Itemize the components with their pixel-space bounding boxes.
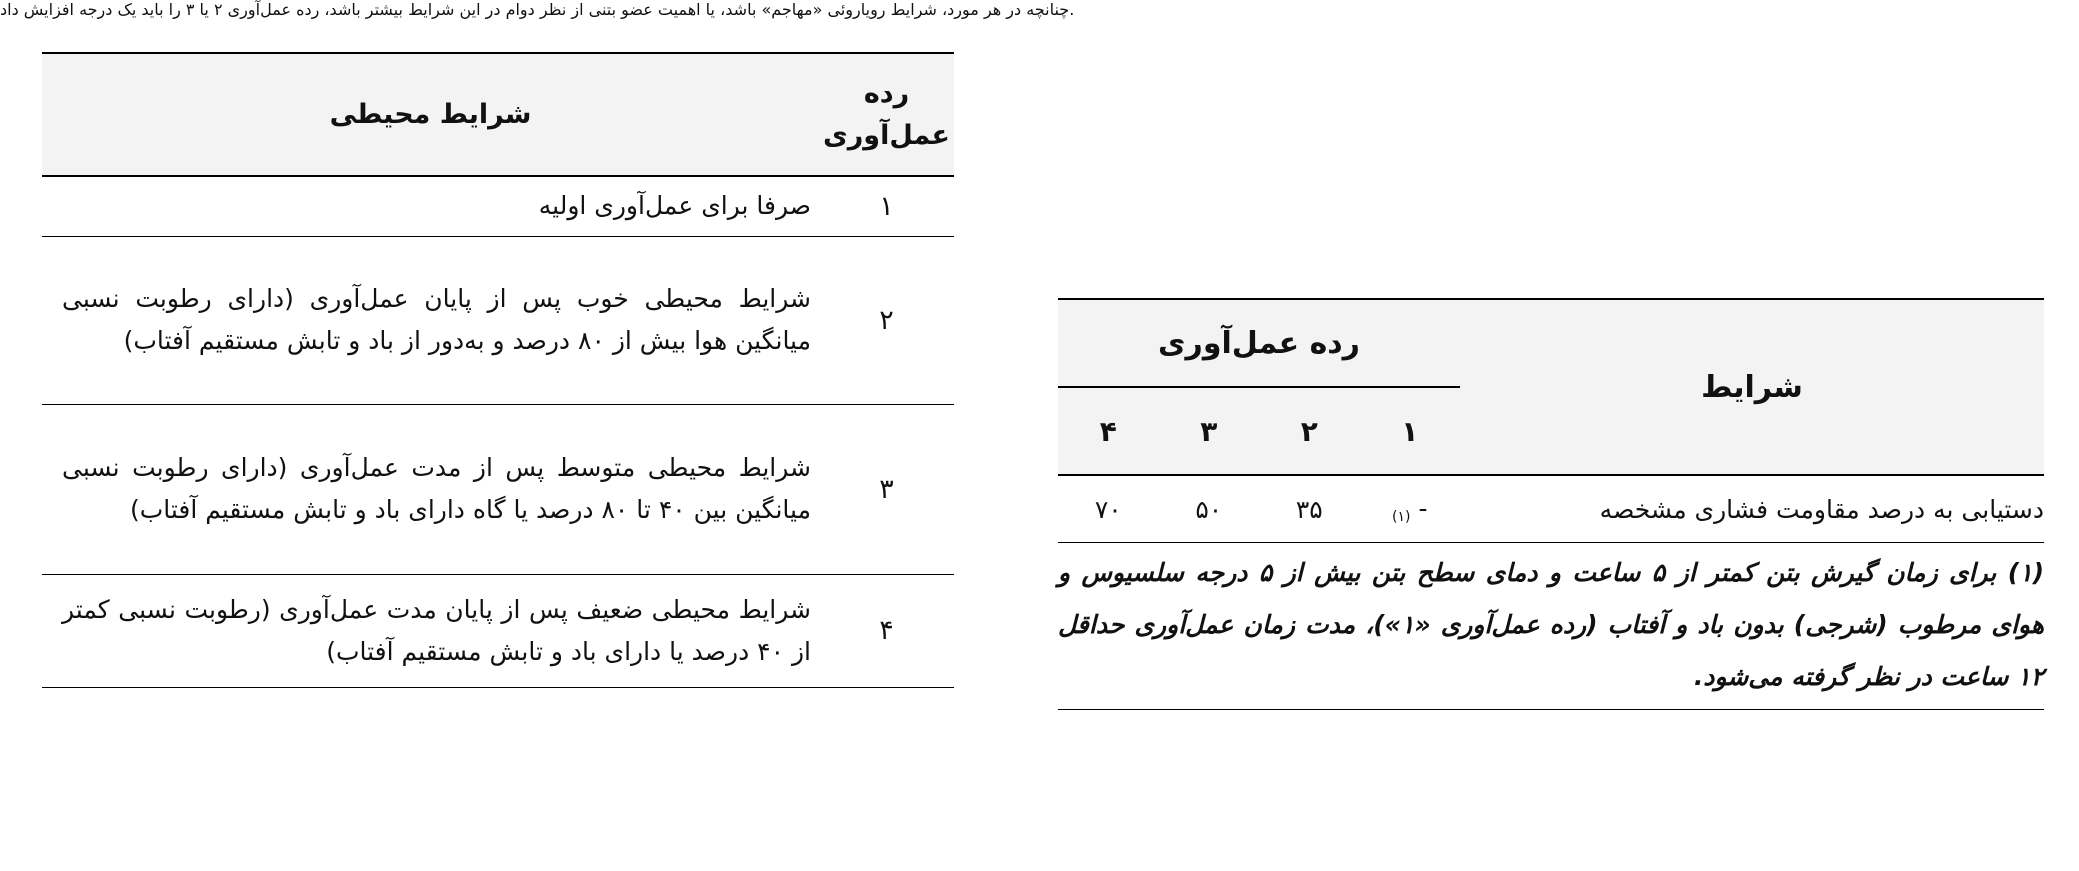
table-header-row [1058,299,2044,387]
grade-cell: ۱ [819,176,954,236]
table-row [42,404,954,574]
right-table-footnote: (۱) برای زمان گیرش بتن کمتر از ۵ ساعت و دمای سطح بتن بیش از ۵ درجه سلسیوس و هوای مرطوب (شرجی) بدون باد و آفتاب (رده عمل‌آوری «۱»)، مدت زمان عمل‌آوری حداقل ۱۲ ساعت در نظر گرفته می‌شود. [1058,542,2044,710]
grade-cell: ۴ [819,574,954,687]
curing-strength-table [1058,298,2044,542]
header-curing-grade [819,53,954,176]
value-grade-2: ۳۵ [1295,494,1323,524]
header-curing-grade: رده عمل‌آوری [1058,299,1460,387]
table-row [1058,475,2044,542]
header-grade-1: ۱ [1360,387,1461,475]
header-grade-4: ۴ [1058,387,1159,475]
curing-grade-environment-table [42,52,954,688]
header-grade-2: ۲ [1259,387,1360,475]
table-row [42,574,954,687]
header-environment-conditions: شرایط محیطی [42,53,819,176]
condition-cell: شرایط محیطی خوب پس از پایان عمل‌آوری (دارای رطوبت نسبی میانگین هوا بیش از ۸۰ درصد و به‌دور از باد و تابش مستقیم آفتاب) [42,236,819,404]
header-grade-3: ۳ [1159,387,1260,475]
header-conditions: شرایط [1460,299,2044,475]
footnote-ref: (۱) [1392,508,1411,525]
value-grade-1-text: - [1418,493,1428,523]
table-row [42,236,954,404]
header-grade-line2: عمل‌آوری [823,119,950,151]
header-grade-line1: رده [863,77,910,109]
condition-cell: صرفا برای عمل‌آوری اولیه [42,176,819,236]
value-grade-1 [1360,475,1461,542]
value-grade-3: ۵۰ [1195,494,1223,524]
condition-cell: دستیابی به درصد مقاومت فشاری مشخصه [1599,494,2044,524]
left-table-note: چنانچه در هر مورد، شرایط رویاروئی «مهاجم» باشد، یا اهمیت عضو بتنی از نظر دوام در این شرایط بیشتر باشد، رده عمل‌آوری ۲ یا ۳ را باید یک درجه افزایش داد. [0,0,1075,19]
table-header-row [42,53,954,176]
table-row [42,176,954,236]
grade-cell: ۲ [819,236,954,404]
curing-strength-table-block [1058,298,2044,710]
value-grade-4: ۷۰ [1094,494,1122,524]
condition-cell: شرایط محیطی متوسط پس از مدت عمل‌آوری (دارای رطوبت نسبی میانگین بین ۴۰ تا ۸۰ درصد یا گاه دارای باد و تابش مستقیم آفتاب) [42,404,819,574]
condition-cell: شرایط محیطی ضعیف پس از پایان مدت عمل‌آوری (رطوبت نسبی کمتر از ۴۰ درصد یا دارای باد و تابش مستقیم آفتاب) [42,574,819,687]
grade-cell: ۳ [819,404,954,574]
